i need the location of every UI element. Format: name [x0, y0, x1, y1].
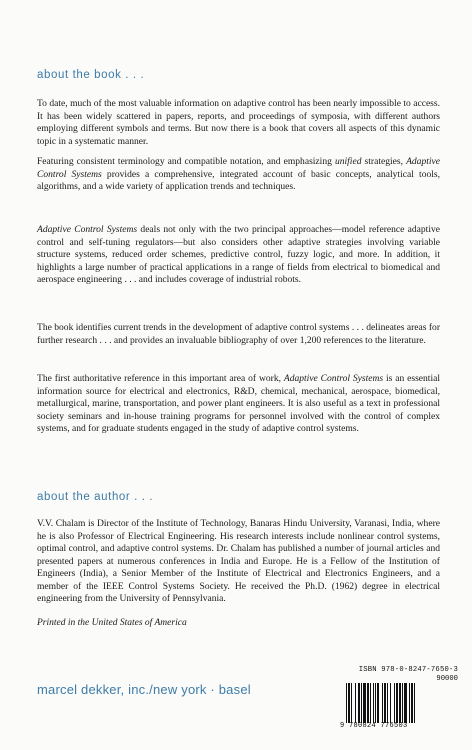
- about-author-heading: about the author . . .: [37, 491, 154, 503]
- about-book-paragraph-5: The first authoritative reference in this important area of work, Adaptive Control Systems is an essential information source for electrical and electronics, R&D, chemical, mechanical, aerospace, biomedical, metallurgical, marine, transportation, and power plant engineers. It is also useful as a text in professional society seminars and in-house training programs for personnel involved with the control of complex systems, and for graduate students engaged in the study of adaptive control systems.: [37, 373, 440, 434]
- about-book-paragraph-1: To date, much of the most valuable information on adaptive control has been nearly impossible to access. It has been widely scattered in papers, reports, and proceedings of symposia, with different authors employing different symbols and terms. But now there is a book that covers all aspects of this dynamic topic in a systematic manner.: [37, 98, 440, 147]
- about-author-paragraph: V.V. Chalam is Director of the Institute of Technology, Banaras Hindu University, Varanasi, India, where he is also Professor of Electrical Engineering. His research interests include nonlinear control systems, optimal control, and adaptive control systems. Dr. Chalam has published a number of journal articles and presented papers at numerous conferences in India and Europe. He is a Fellow of the Institution of Engineers (India), a Senior Member of the Institute of Electrical and Electronics Engineers, and a member of the IEEE Control Systems Society. He received the Ph.D. (1962) degree in electrical engineering from the University of Pennsylvania.: [37, 518, 440, 604]
- about-book-heading: about the book . . .: [37, 69, 145, 81]
- isbn-number: ISBN 978-0-8247-7650-3: [358, 666, 458, 674]
- printed-in-line: Printed in the United States of America: [37, 618, 187, 628]
- publisher-imprint: marcel dekker, inc./new york · basel: [37, 682, 251, 697]
- isbn-barcode: [340, 666, 458, 732]
- about-book-paragraph-2: Featuring consistent terminology and compatible notation, and emphasizing unified strategies, Adaptive Control Systems provides a comprehensive, integrated account of basic concepts, analytical tools, algorithms, and a wide variety of application trends and techniques.: [37, 156, 440, 192]
- ean-digits: 9 780824 776503: [340, 722, 408, 730]
- author-name: V.V. Chalam: [37, 518, 86, 529]
- about-book-paragraph-3: Adaptive Control Systems deals not only with the two principal approaches—model reference adaptive control and self-tuning regulators—but also considers other adaptive strategies involving variable structure systems, reduced order schemes, predictive control, fuzzy logic, and more. In addition, it highlights a large number of practical applications in a range of fields from electrical to biomedical and aerospace engineering . . . and includes coverage of industrial robots.: [37, 224, 440, 285]
- about-book-paragraph-4: The book identifies current trends in the development of adaptive control systems . . . delineates areas for further research . . . and provides an invaluable bibliography of over 1,200 references to the literature.: [37, 322, 440, 346]
- price-code: 90000: [436, 675, 458, 683]
- barcode-bars-icon: [346, 683, 452, 723]
